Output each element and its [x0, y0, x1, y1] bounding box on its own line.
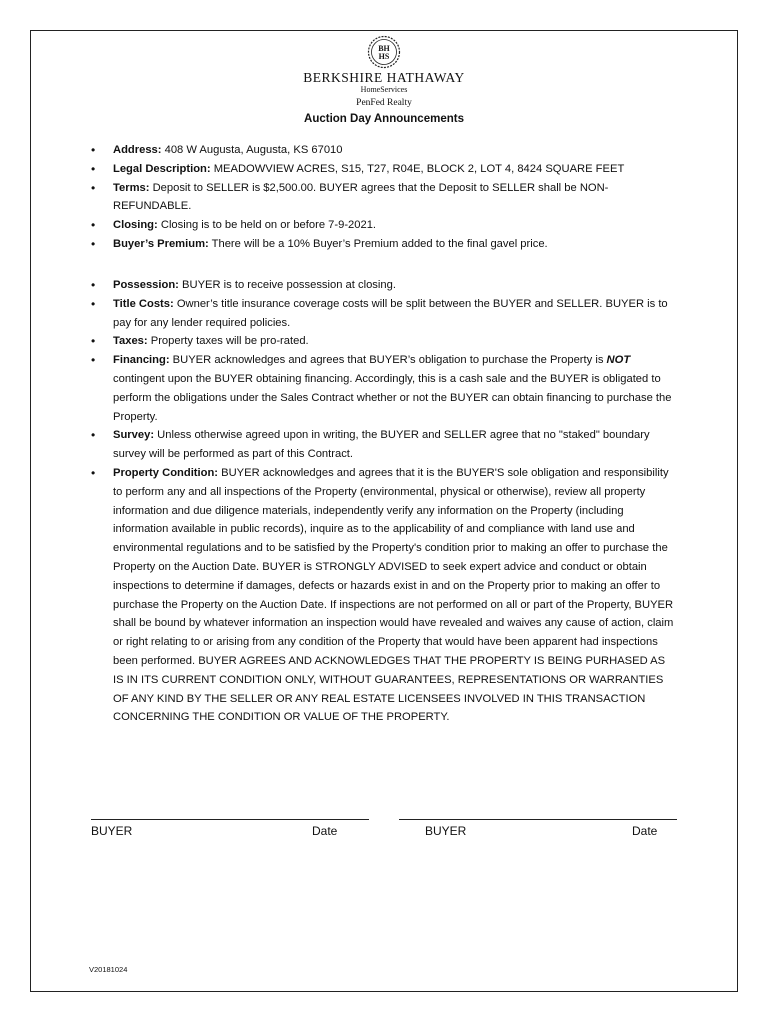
page-title: Auction Day Announcements: [304, 113, 464, 125]
list-item-survey: • Survey: Unless otherwise agreed upon in writing, the BUYER and SELLER agree that no "staked" boundary survey will be performed as part of this Contract.: [87, 426, 677, 464]
brand-name: BERKSHIRE HATHAWAY: [303, 70, 465, 85]
svg-text:HS: HS: [378, 52, 390, 61]
not-emphasis: NOT: [606, 354, 631, 367]
list-item-buyers-premium: • Buyer’s Premium: There will be a 10% Buyer’s Premium added to the final gavel price.: [87, 235, 677, 254]
buyer-signature-line-2[interactable]: [399, 819, 677, 820]
list-item-terms: • Terms: Deposit to SELLER is $2,500.00. BUYER agrees that the Deposit to SELLER shall be NON-REFUNDABLE.: [87, 179, 677, 217]
terms-list: [87, 141, 677, 254]
list-item-address: • Address: 408 W Augusta, Augusta, KS 67010: [87, 141, 677, 160]
buyer-label-2: BUYER: [425, 824, 467, 838]
company-logo: [31, 35, 737, 109]
buyer-label-1: BUYER: [91, 824, 133, 838]
buyer-signature-line-1[interactable]: [91, 819, 369, 820]
document-page: [30, 30, 738, 992]
list-item-financing: • Financing: BUYER acknowledges and agrees that BUYER’s obligation to purchase the Property is NOT contingent upon the BUYER obtaining financing. Accordingly, this is a cash sale and the BUYER is obligated to perform the obligations under the Sales Contract whether or not the BUYER can obtain financing to purchase the Property.: [87, 351, 677, 426]
date-label-1: Date: [312, 824, 338, 838]
list-item-possession: • Possession: BUYER is to receive possession at closing.: [87, 276, 677, 295]
list-item-closing: • Closing: Closing is to be held on or before 7-9-2021.: [87, 216, 677, 235]
version-code: V20181024: [89, 965, 128, 974]
bhhs-seal-icon: [367, 35, 401, 69]
brand-office: PenFed Realty: [356, 98, 412, 108]
list-item-title-costs: • Title Costs: Owner’s title insurance coverage costs will be split between the BUYER and SELLER. BUYER is to pay for any lender required policies.: [87, 295, 677, 333]
list-item-taxes: • Taxes: Property taxes will be pro-rated.: [87, 332, 677, 351]
conditions-list: [87, 276, 677, 727]
svg-text:BH: BH: [378, 44, 390, 53]
date-label-2: Date: [632, 824, 658, 838]
list-item-legal-description: • Legal Description: MEADOWVIEW ACRES, S15, T27, R04E, BLOCK 2, LOT 4, 8424 SQUARE FEET: [87, 160, 677, 179]
brand-subtitle: HomeServices: [360, 85, 408, 94]
list-item-property-condition: • Property Condition: BUYER acknowledges and agrees that it is the BUYER'S sole obligation and responsibility to perform any and all inspections of the Property (environmental, physical or otherwise), review all property information and due diligence materials, independently verify any information on the Property (including information available in public records), inquire as to the applicability of and compliance with land use and environmental regulations and to be satisfied by the Property's condition prior to making an offer to purchase the Property on the Auction Date. BUYER is STRONGLY ADVISED to seek expert advice and conduct or obtain inspections to determine if damages, defects or hazards exist in and on the Property prior to making an offer to purchase the Property on the Auction Date. If inspections are not performed on all or part of the Property, BUYER shall be bound by whatever information an inspection would have revealed and waives any cause of action, claim or right relating to or arising from any condition of the Property that would have been apparent had inspections been performed. BUYER AGREES AND ACKNOWLEDGES THAT THE PROPERTY IS BEING PURHASED AS IS IN ITS CURRENT CONDITION ONLY, WITHOUT GUARANTEES, REPRESENTATIONS OR WARRANTIES OF ANY KIND BY THE SELLER OR ANY REAL ESTATE LICENSEES INVOLVED IN THIS TRANSACTION CONCERNING THE CONDITION OR VALUE OF THE PROPERTY.: [87, 464, 677, 727]
